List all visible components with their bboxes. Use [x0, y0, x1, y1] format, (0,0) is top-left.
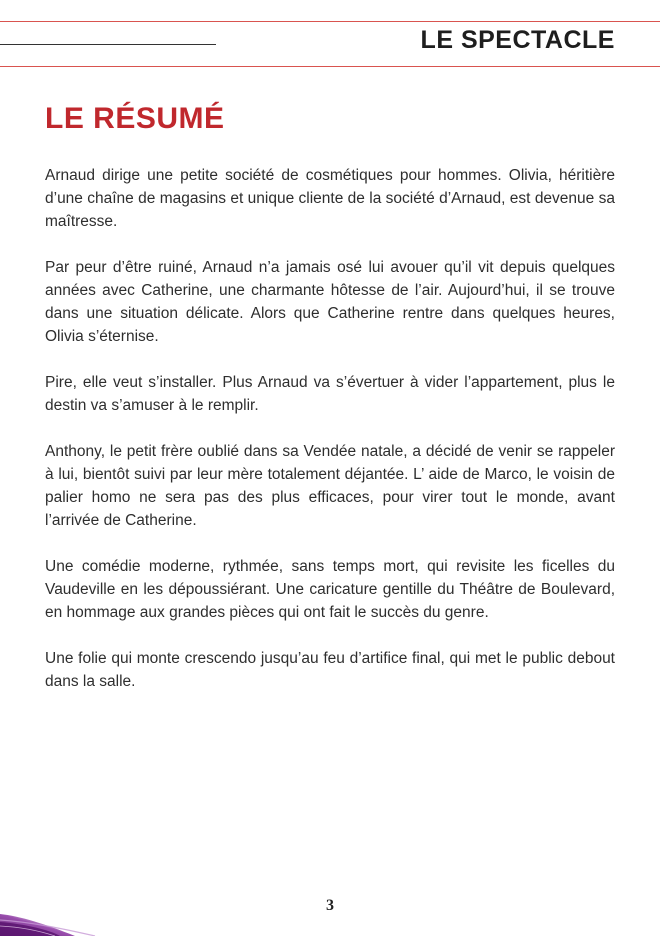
paragraph: Une folie qui monte crescendo jusqu’au feu d’artifice final, qui met le public debout dans la salle.	[45, 650, 615, 690]
paragraph: Par peur d’être ruiné, Arnaud n’a jamais osé lui avouer qu’il vit depuis quelques années avec Catherine, une charmante hôtesse de l’air. Aujourd’hui, il se trouve dans une situation délicate. Alors que Catherine rentre dans quelques heures, Olivia s’éternise.	[45, 259, 615, 345]
paragraph: Arnaud dirige une petite société de cosmétiques pour hommes. Olivia, héritière d’une chaîne de magasins et unique cliente de la société d’Arnaud, est devenue sa maîtresse.	[45, 167, 615, 230]
header-top-rule	[0, 21, 660, 22]
paragraph: Une comédie moderne, rythmée, sans temps mort, qui revisite les ficelles du Vaudeville en les dépoussiérant. Une caricature gentille du Théâtre de Boulevard, en hommage aux grandes pièces qui ont fait le succès du genre.	[45, 558, 615, 621]
paragraph: Anthony, le petit frère oublié dans sa Vendée natale, a décidé de venir se rappeler à lui, bientôt suivi par leur mère totalement déjantée. L’ aide de Marco, le voisin de palier homo ne sera pas des plus efficaces, pour virer tout le monde, avant l’arrivée de Catherine.	[45, 443, 615, 529]
paragraph: Pire, elle veut s’installer. Plus Arnaud va s’évertuer à vider l’appartement, plus le destin va s’amuser à le remplir.	[45, 374, 615, 414]
page-number: 3	[326, 897, 334, 914]
header-bottom-rule	[0, 66, 660, 67]
header-title: LE SPECTACLE	[420, 26, 615, 54]
header-short-rule	[0, 44, 216, 45]
summary-body	[45, 164, 615, 716]
section-title: LE RÉSUMÉ	[45, 102, 225, 135]
